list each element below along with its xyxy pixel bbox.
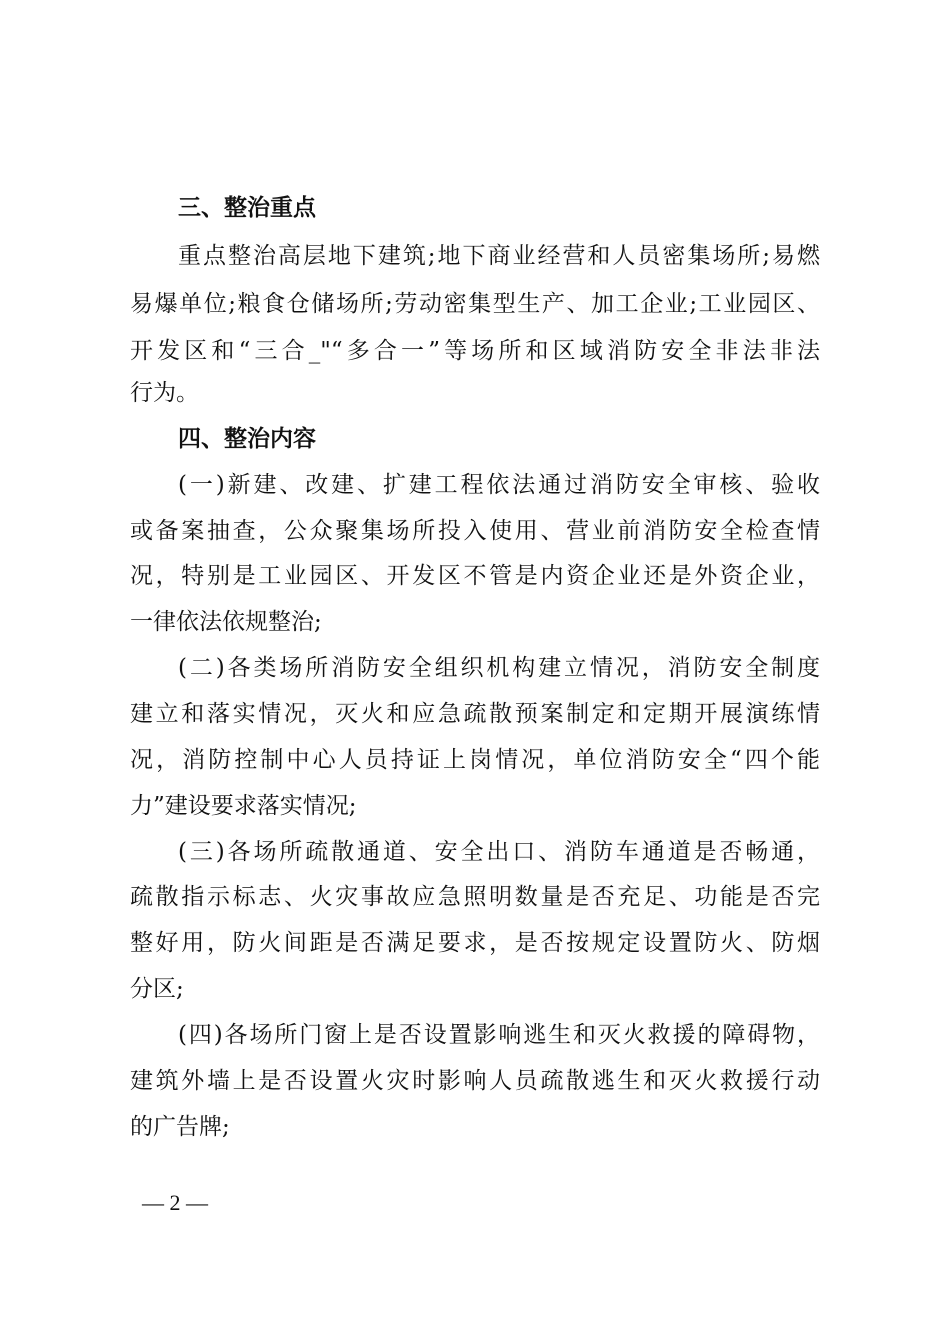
section-3-line-4: 行为。 <box>130 380 199 406</box>
item-3-line-1: (三)各场所疏散通道、安全出口、消防车通道是否畅通， <box>178 839 820 865</box>
page-number: — 2 — <box>142 1190 208 1215</box>
item-2-line-4: 力”建设要求落实情况; <box>130 793 357 819</box>
section-3-line-1: 重点整治高层地下建筑;地下商业经营和人员密集场所;易燃 <box>178 243 820 269</box>
item-4-line-3: 的广告牌; <box>130 1114 230 1140</box>
item-2-line-1: (二)各类场所消防安全组织机构建立情况，消防安全制度 <box>178 655 820 681</box>
item-2-line-3: 况，消防控制中心人员持证上岗情况，单位消防安全“四个能 <box>130 747 820 773</box>
item-3-line-2: 疏散指示标志、火灾事故应急照明数量是否充足、功能是否完 <box>130 884 820 910</box>
section-3-heading: 三、整治重点 <box>178 194 316 221</box>
item-3-line-3: 整好用，防火间距是否满足要求，是否按规定设置防火、防烟 <box>130 930 820 956</box>
item-1-line-3: 况，特别是工业园区、开发区不管是内资企业还是外资企业， <box>130 563 820 589</box>
item-1-line-4: 一律依法依规整治; <box>130 609 322 635</box>
item-4-line-2: 建筑外墙上是否设置火灾时影响人员疏散逃生和灭火救援行动 <box>130 1068 820 1094</box>
item-1-line-1: (一)新建、改建、扩建工程依法通过消防安全审核、验收 <box>178 472 820 498</box>
item-2-line-2: 建立和落实情况，灭火和应急疏散预案制定和定期开展演练情 <box>130 701 820 727</box>
item-3-line-4: 分区; <box>130 976 184 1002</box>
section-3-line-3: 开发区和“三合_"“多合一”等场所和区域消防安全非法非法 <box>130 338 820 364</box>
section-3-line-2: 易爆单位;粮食仓储场所;劳动密集型生产、加工企业;工业园区、 <box>130 291 820 317</box>
section-4-heading: 四、整治内容 <box>178 425 316 452</box>
item-4-line-1: (四)各场所门窗上是否设置影响逃生和灭火救援的障碍物， <box>178 1022 820 1048</box>
item-1-line-2: 或备案抽查，公众聚集场所投入使用、营业前消防安全检查情 <box>130 518 820 544</box>
